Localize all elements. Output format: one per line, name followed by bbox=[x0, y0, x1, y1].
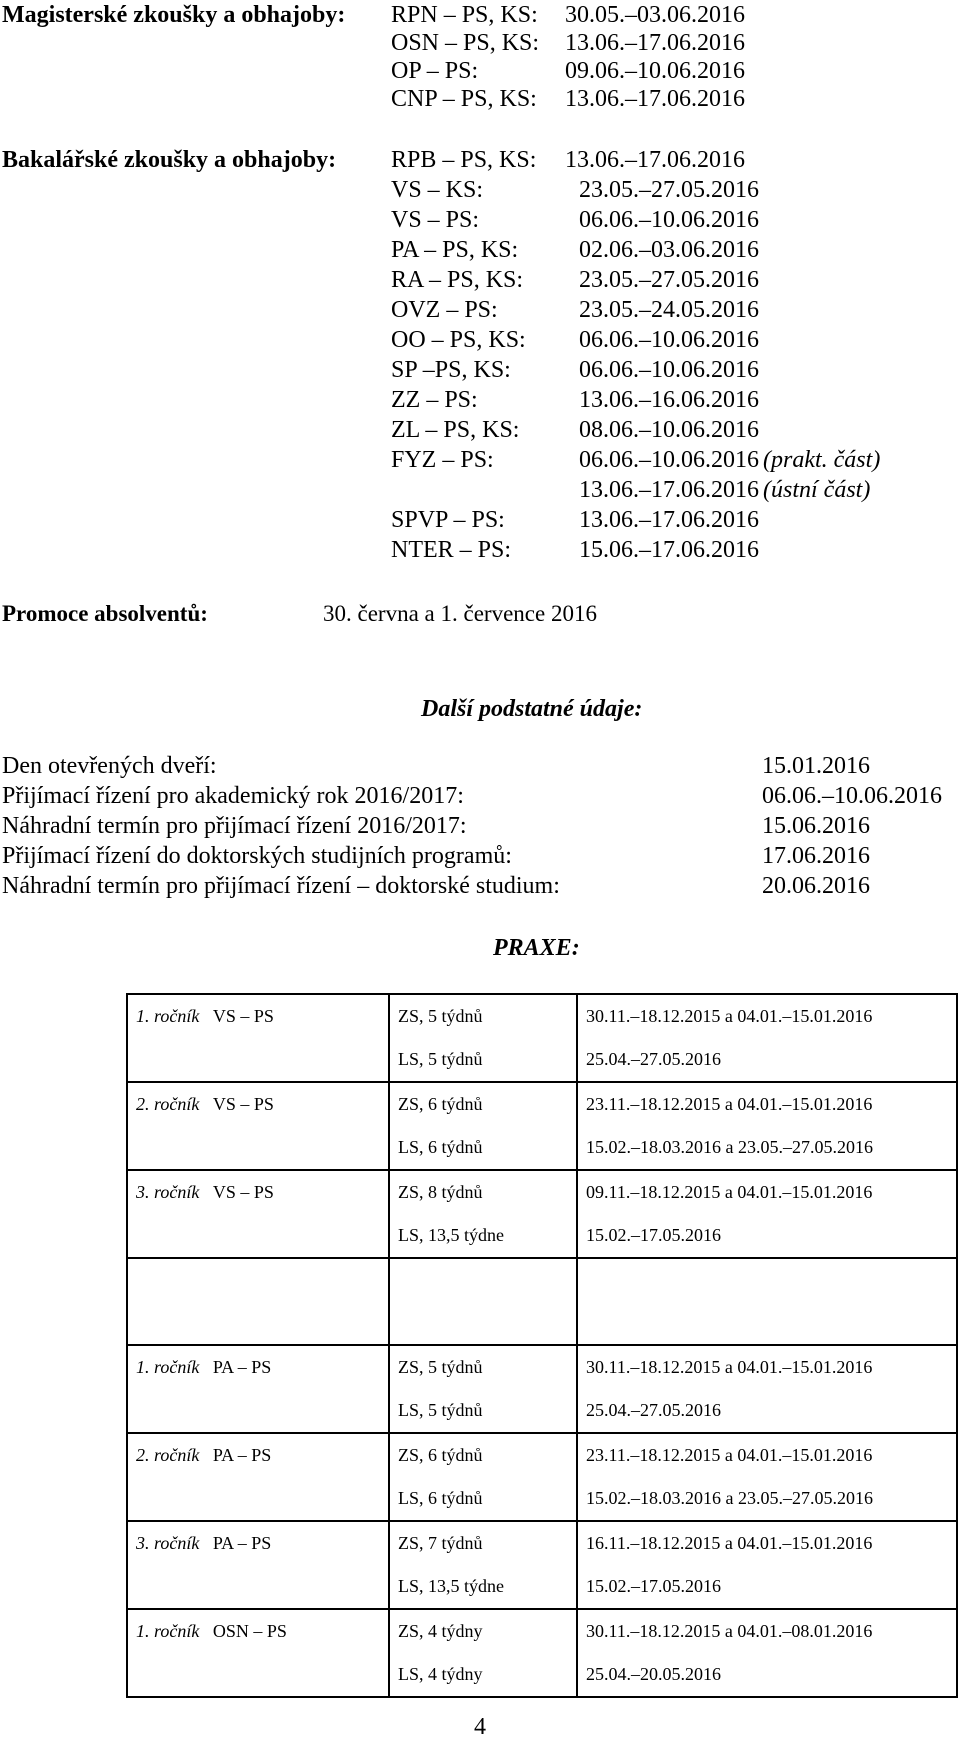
bak-prog-5: OVZ – PS: bbox=[391, 297, 498, 323]
dalsi-value-1: 06.06.–10.06.2016 bbox=[762, 783, 942, 809]
dates-cell: 23.11.–18.12.2015 a 04.01.–15.01.2016 bbox=[577, 1433, 957, 1477]
bak-date-3: 02.06.–03.06.2016 bbox=[579, 237, 759, 263]
dalsi-label-3: Přijímací řízení do doktorských studijních programů: bbox=[2, 843, 512, 869]
bak-date-1: 23.05.–27.05.2016 bbox=[579, 177, 759, 203]
page-number: 4 bbox=[474, 1714, 486, 1740]
dalsi-label-2: Náhradní termín pro přijímací řízení 2016/2017: bbox=[2, 813, 467, 839]
promoce-label: Promoce absolventů: bbox=[2, 601, 208, 626]
rocnik-cell: 1. ročník PA – PS bbox=[127, 1345, 389, 1389]
rocnik-cell: 3. ročník PA – PS bbox=[127, 1521, 389, 1565]
table-row bbox=[127, 1477, 957, 1521]
dates-cell: 25.04.–27.05.2016 bbox=[577, 1389, 957, 1433]
bak-prog-6: OO – PS, KS: bbox=[391, 327, 526, 353]
semestr-cell: ZS, 4 týdny bbox=[389, 1609, 577, 1653]
semestr-cell: ZS, 6 týdnů bbox=[389, 1433, 577, 1477]
dates-cell: 30.11.–18.12.2015 a 04.01.–15.01.2016 bbox=[577, 1345, 957, 1389]
table-row bbox=[127, 1521, 957, 1565]
bak-date-5: 23.05.–24.05.2016 bbox=[579, 297, 759, 323]
mag-prog-2: OP – PS: bbox=[391, 58, 479, 84]
semestr-cell: ZS, 5 týdnů bbox=[389, 994, 577, 1038]
semestr-cell: LS, 6 týdnů bbox=[389, 1477, 577, 1521]
table-row bbox=[127, 994, 957, 1038]
rocnik-cell bbox=[127, 1038, 389, 1082]
bak-date-7: 06.06.–10.06.2016 bbox=[579, 357, 759, 383]
table-row bbox=[127, 1038, 957, 1082]
rocnik-cell bbox=[127, 1389, 389, 1433]
semestr-cell: ZS, 7 týdnů bbox=[389, 1521, 577, 1565]
bak-prog-13: NTER – PS: bbox=[391, 537, 512, 563]
rocnik-cell bbox=[127, 1126, 389, 1170]
rocnik-cell bbox=[127, 1565, 389, 1609]
mag-prog-0: RPN – PS, KS: bbox=[391, 2, 538, 28]
table-row bbox=[127, 1170, 957, 1214]
dates-cell: 30.11.–18.12.2015 a 04.01.–08.01.2016 bbox=[577, 1609, 957, 1653]
mag-prog-1: OSN – PS, KS: bbox=[391, 30, 540, 56]
bak-prog-8: ZZ – PS: bbox=[391, 387, 478, 413]
bak-prog-10: FYZ – PS: bbox=[391, 447, 494, 473]
magisterske-heading: Magisterské zkoušky a obhajoby: bbox=[2, 2, 346, 28]
rocnik-cell bbox=[127, 1214, 389, 1258]
rocnik-cell: 2. ročník PA – PS bbox=[127, 1433, 389, 1477]
dates-cell: 23.11.–18.12.2015 a 04.01.–15.01.2016 bbox=[577, 1082, 957, 1126]
dalsi-value-4: 20.06.2016 bbox=[762, 873, 870, 899]
dalsi-value-0: 15.01.2016 bbox=[762, 753, 870, 779]
table-row bbox=[127, 1214, 957, 1258]
bak-date-12: 13.06.–17.06.2016 bbox=[579, 507, 759, 533]
bak-prog-7: SP –PS, KS: bbox=[391, 357, 511, 383]
semestr-cell: ZS, 5 týdnů bbox=[389, 1345, 577, 1389]
bak-prog-2: VS – PS: bbox=[391, 207, 480, 233]
table-row bbox=[127, 1345, 957, 1389]
bak-prog-0: RPB – PS, KS: bbox=[391, 147, 537, 173]
bak-date-6: 06.06.–10.06.2016 bbox=[579, 327, 759, 353]
mag-date-2: 09.06.–10.06.2016 bbox=[565, 58, 745, 84]
bak-date-4: 23.05.–27.05.2016 bbox=[579, 267, 759, 293]
dalsi-label-1: Přijímací řízení pro akademický rok 2016/2017: bbox=[2, 783, 464, 809]
bak-date-8: 13.06.–16.06.2016 bbox=[579, 387, 759, 413]
table-row bbox=[127, 1082, 957, 1126]
bak-date-2: 06.06.–10.06.2016 bbox=[579, 207, 759, 233]
dates-cell: 15.02.–18.03.2016 a 23.05.–27.05.2016 bbox=[577, 1126, 957, 1170]
bak-note-10: (prakt. část) bbox=[763, 447, 881, 473]
dates-cell: 16.11.–18.12.2015 a 04.01.–15.01.2016 bbox=[577, 1521, 957, 1565]
rocnik-cell bbox=[127, 1653, 389, 1697]
dates-cell: 15.02.–17.05.2016 bbox=[577, 1565, 957, 1609]
table-row-blank bbox=[127, 1258, 957, 1345]
mag-prog-3: CNP – PS, KS: bbox=[391, 86, 537, 112]
table-row bbox=[127, 1565, 957, 1609]
semestr-cell: LS, 4 týdny bbox=[389, 1653, 577, 1697]
bak-prog-9: ZL – PS, KS: bbox=[391, 417, 520, 443]
table-row bbox=[127, 1433, 957, 1477]
table-row bbox=[127, 1126, 957, 1170]
rocnik-cell: 3. ročník VS – PS bbox=[127, 1170, 389, 1214]
bak-date-9: 08.06.–10.06.2016 bbox=[579, 417, 759, 443]
dates-cell: 30.11.–18.12.2015 a 04.01.–15.01.2016 bbox=[577, 994, 957, 1038]
mag-date-3: 13.06.–17.06.2016 bbox=[565, 86, 745, 112]
table-row bbox=[127, 1609, 957, 1653]
mag-date-0: 30.05.–03.06.2016 bbox=[565, 2, 745, 28]
dalsi-label-4: Náhradní termín pro přijímací řízení – doktorské studium: bbox=[2, 873, 560, 899]
semestr-cell: LS, 5 týdnů bbox=[389, 1038, 577, 1082]
dates-cell: 15.02.–17.05.2016 bbox=[577, 1214, 957, 1258]
dates-cell: 09.11.–18.12.2015 a 04.01.–15.01.2016 bbox=[577, 1170, 957, 1214]
praxe-table bbox=[126, 993, 958, 1698]
rocnik-cell: 1. ročník VS – PS bbox=[127, 994, 389, 1038]
dates-cell: 25.04.–20.05.2016 bbox=[577, 1653, 957, 1697]
bak-date-13: 15.06.–17.06.2016 bbox=[579, 537, 759, 563]
mag-date-1: 13.06.–17.06.2016 bbox=[565, 30, 745, 56]
dates-cell: 25.04.–27.05.2016 bbox=[577, 1038, 957, 1082]
dalsi-heading: Další podstatné údaje: bbox=[421, 696, 643, 722]
bak-prog-4: RA – PS, KS: bbox=[391, 267, 524, 293]
rocnik-cell: 1. ročník OSN – PS bbox=[127, 1609, 389, 1653]
rocnik-cell: 2. ročník VS – PS bbox=[127, 1082, 389, 1126]
bak-date-10: 06.06.–10.06.2016 bbox=[579, 447, 759, 473]
semestr-cell: ZS, 8 týdnů bbox=[389, 1170, 577, 1214]
bak-note-11: (ústní část) bbox=[763, 477, 871, 503]
dalsi-value-2: 15.06.2016 bbox=[762, 813, 870, 839]
dalsi-label-0: Den otevřených dveří: bbox=[2, 753, 217, 779]
semestr-cell: LS, 13,5 týdne bbox=[389, 1565, 577, 1609]
semestr-cell: LS, 5 týdnů bbox=[389, 1389, 577, 1433]
promoce-value: 30. června a 1. července 2016 bbox=[323, 601, 597, 626]
bak-prog-12: SPVP – PS: bbox=[391, 507, 505, 533]
praxe-heading: PRAXE: bbox=[493, 935, 580, 961]
semestr-cell: ZS, 6 týdnů bbox=[389, 1082, 577, 1126]
rocnik-cell bbox=[127, 1477, 389, 1521]
table-row bbox=[127, 1389, 957, 1433]
table-row bbox=[127, 1653, 957, 1697]
dalsi-value-3: 17.06.2016 bbox=[762, 843, 870, 869]
bak-prog-1: VS – KS: bbox=[391, 177, 484, 203]
bakalarske-heading: Bakalářské zkoušky a obhajoby: bbox=[2, 147, 337, 173]
bak-date-0: 13.06.–17.06.2016 bbox=[565, 147, 745, 173]
dates-cell: 15.02.–18.03.2016 a 23.05.–27.05.2016 bbox=[577, 1477, 957, 1521]
bak-date-11: 13.06.–17.06.2016 bbox=[579, 477, 759, 503]
semestr-cell: LS, 6 týdnů bbox=[389, 1126, 577, 1170]
bak-prog-3: PA – PS, KS: bbox=[391, 237, 519, 263]
semestr-cell: LS, 13,5 týdne bbox=[389, 1214, 577, 1258]
